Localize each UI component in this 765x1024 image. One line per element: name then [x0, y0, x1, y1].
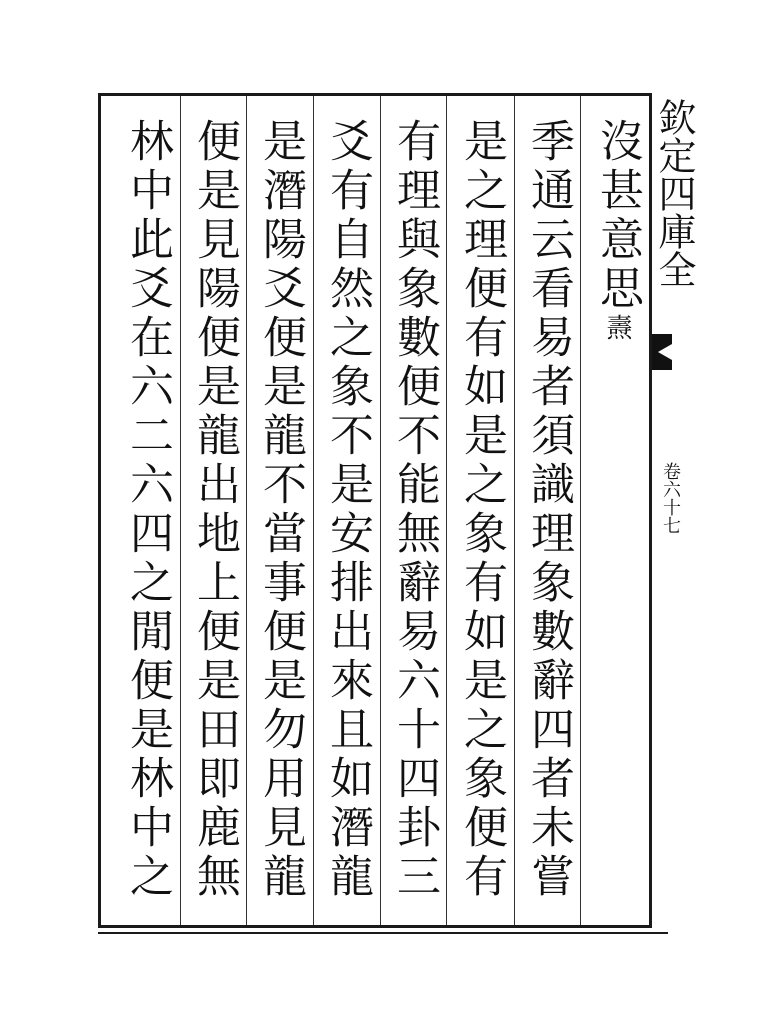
column-text: 是之理便有如是之象有如是之象便有 [456, 118, 507, 902]
column-text: 季通云看易者須識理象數辭四者未嘗 [523, 118, 574, 902]
column-text: 林中此爻在六二六四之閒便是林中之 [122, 118, 173, 902]
text-column-1 [584, 118, 650, 918]
text-column-3 [448, 118, 514, 918]
column-text: 爻有自然之象不是安排出來且如潛龍 [322, 118, 373, 902]
text-column-5 [314, 118, 380, 918]
column-text: 便是見陽便是龍出地上便是田即鹿無 [189, 118, 240, 902]
text-column-4 [381, 118, 447, 918]
bottom-rule [98, 932, 668, 934]
column-text: 是潛陽爻便是龍不當事便是勿用見龍 [255, 118, 306, 902]
margin-chapter-label: 卷六十七 [660, 462, 681, 534]
fish-tail-icon [652, 334, 672, 370]
column-text: 有理與象數便不能無辭易六十四卦三 [389, 118, 440, 902]
text-column-2 [515, 118, 581, 918]
margin-book-title: 欽定四庫全 [652, 98, 696, 288]
column-text: 沒甚意思 [592, 118, 643, 314]
column-note: 燾 [602, 314, 632, 340]
text-column-6 [247, 118, 313, 918]
text-column-7 [181, 118, 247, 918]
text-column-8 [114, 118, 180, 918]
